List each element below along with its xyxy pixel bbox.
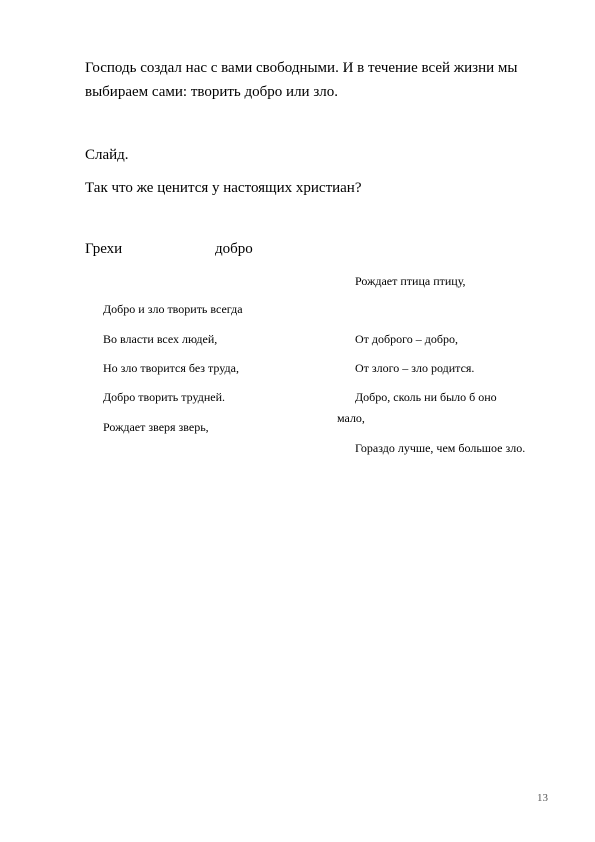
poem-right-line: Рождает птица птицу, bbox=[355, 274, 466, 288]
poem-left-line: Добро и зло творить всегда bbox=[103, 302, 243, 316]
poem-left-line: Во власти всех людей, bbox=[103, 332, 218, 346]
column-heading-good: добро bbox=[215, 241, 253, 257]
page-number: 13 bbox=[537, 792, 548, 804]
question-text: Так что же ценится у настоящих христиан? bbox=[85, 180, 362, 196]
poem-right-line: мало, bbox=[337, 411, 365, 425]
poem-right-line: От доброго – добро, bbox=[355, 332, 458, 346]
poem-right-line: Добро, сколь ни было б оно bbox=[355, 390, 497, 404]
intro-line-1: Господь создал нас с вами свободными. И в течение всей жизни мы bbox=[85, 60, 518, 76]
poem-right-line: Гораздо лучше, чем большое зло. bbox=[355, 441, 526, 455]
poem-right-line: От злого – зло родится. bbox=[355, 361, 475, 375]
intro-line-2: выбираем сами: творить добро или зло. bbox=[85, 84, 338, 100]
poem-left-line: Но зло творится без труда, bbox=[103, 361, 239, 375]
poem-left-line: Рождает зверя зверь, bbox=[103, 420, 209, 434]
column-heading-sins: Грехи bbox=[85, 241, 123, 257]
poem-left-line: Добро творить трудней. bbox=[103, 390, 226, 404]
slide-label: Слайд. bbox=[85, 147, 129, 163]
